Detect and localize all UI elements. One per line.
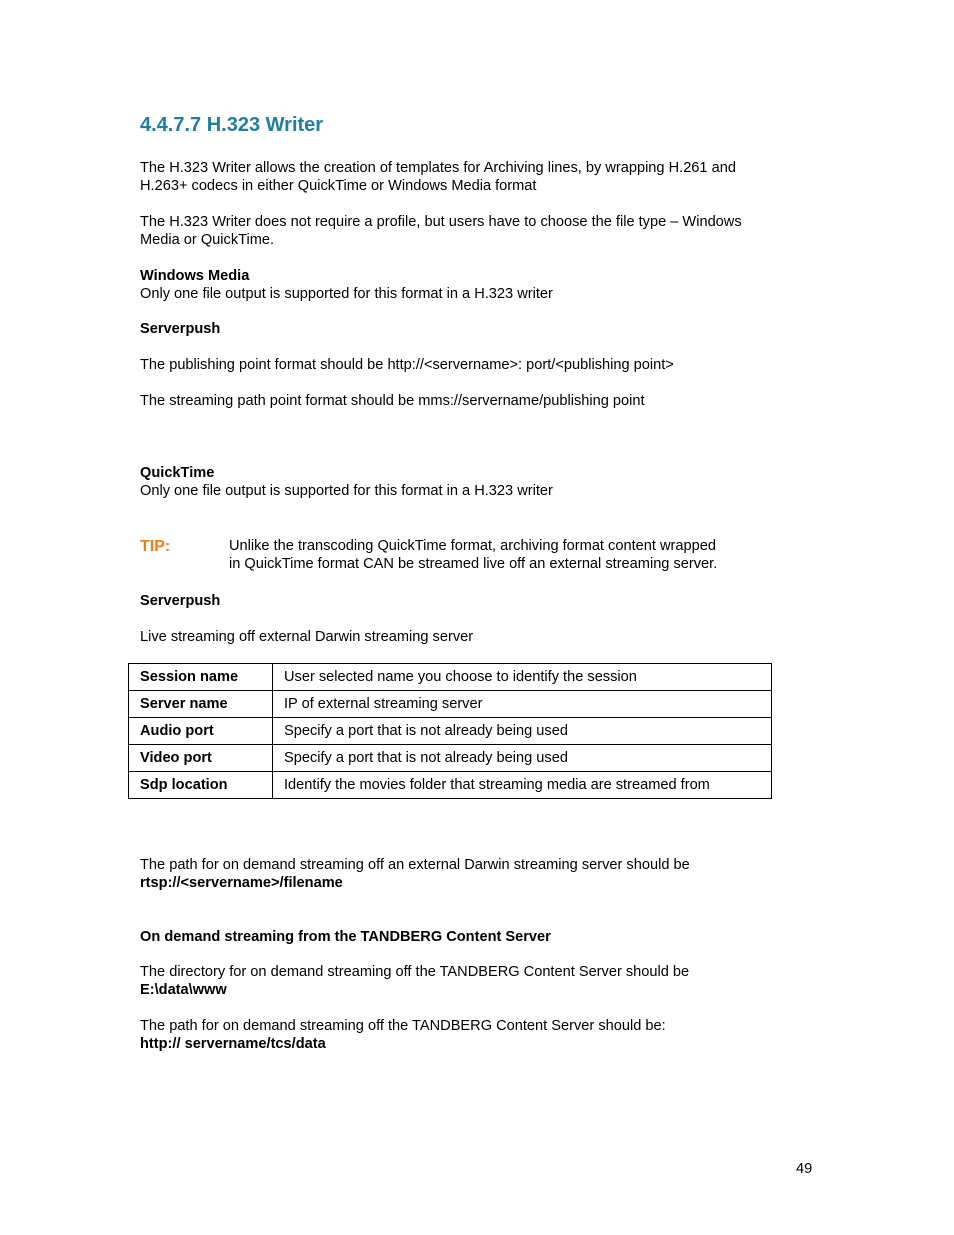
section-heading: 4.4.7.7 H.323 Writer	[140, 114, 324, 136]
table-row	[129, 745, 772, 772]
table-cell-value: Identify the movies folder that streaming media are streamed from	[273, 772, 772, 799]
table-cell-value: IP of external streaming server	[273, 691, 772, 718]
page-number: 49	[796, 1161, 813, 1177]
table-cell-label: Audio port	[129, 718, 273, 745]
table-cell-value: Specify a port that is not already being used	[273, 745, 772, 772]
darwin-path-text: The path for on demand streaming off an external Darwin streaming server should be	[140, 857, 690, 873]
table-cell-label: Server name	[129, 691, 273, 718]
intro-paragraph-2-line-1: The H.323 Writer does not require a profile, but users have to choose the file type – Windows	[140, 214, 742, 230]
table-row	[129, 718, 772, 745]
on-demand-directory-value: E:\data\www	[140, 982, 227, 998]
serverpush-title: Serverpush	[140, 321, 221, 337]
streaming-settings-table	[128, 663, 772, 799]
intro-paragraph-2-line-2: Media or QuickTime.	[140, 232, 275, 248]
quicktime-text: Only one file output is supported for this format in a H.323 writer	[140, 483, 553, 499]
table-cell-value: User selected name you choose to identify the session	[273, 664, 772, 691]
quicktime-title: QuickTime	[140, 465, 215, 481]
live-streaming-text: Live streaming off external Darwin streaming server	[140, 629, 474, 645]
serverpush-title-2: Serverpush	[140, 593, 221, 609]
tip-text-line-2: in QuickTime format CAN be streamed live off an external streaming server.	[229, 556, 718, 572]
intro-paragraph-1-line-2: H.263+ codecs in either QuickTime or Windows Media format	[140, 178, 537, 194]
table-row	[129, 664, 772, 691]
tip-text-line-1: Unlike the transcoding QuickTime format, archiving format content wrapped	[229, 538, 716, 554]
on-demand-path-text: The path for on demand streaming off the TANDBERG Content Server should be:	[140, 1018, 666, 1034]
table-row	[129, 772, 772, 799]
on-demand-title: On demand streaming from the TANDBERG Content Server	[140, 929, 551, 945]
on-demand-path-value: http:// servername/tcs/data	[140, 1036, 326, 1052]
table-row	[129, 691, 772, 718]
publishing-point-text: The publishing point format should be http://<servername>: port/<publishing point>	[140, 357, 674, 373]
table-cell-label: Video port	[129, 745, 273, 772]
darwin-path-url: rtsp://<servername>/filename	[140, 875, 343, 891]
table-cell-label: Sdp location	[129, 772, 273, 799]
streaming-path-text: The streaming path point format should be mms://servername/publishing point	[140, 393, 645, 409]
table-cell-label: Session name	[129, 664, 273, 691]
windows-media-text: Only one file output is supported for this format in a H.323 writer	[140, 286, 553, 302]
intro-paragraph-1-line-1: The H.323 Writer allows the creation of templates for Archiving lines, by wrapping H.261 and	[140, 160, 736, 176]
table-cell-value: Specify a port that is not already being used	[273, 718, 772, 745]
on-demand-directory-text: The directory for on demand streaming off the TANDBERG Content Server should be	[140, 964, 690, 980]
windows-media-title: Windows Media	[140, 268, 250, 284]
tip-label: TIP:	[140, 538, 171, 555]
